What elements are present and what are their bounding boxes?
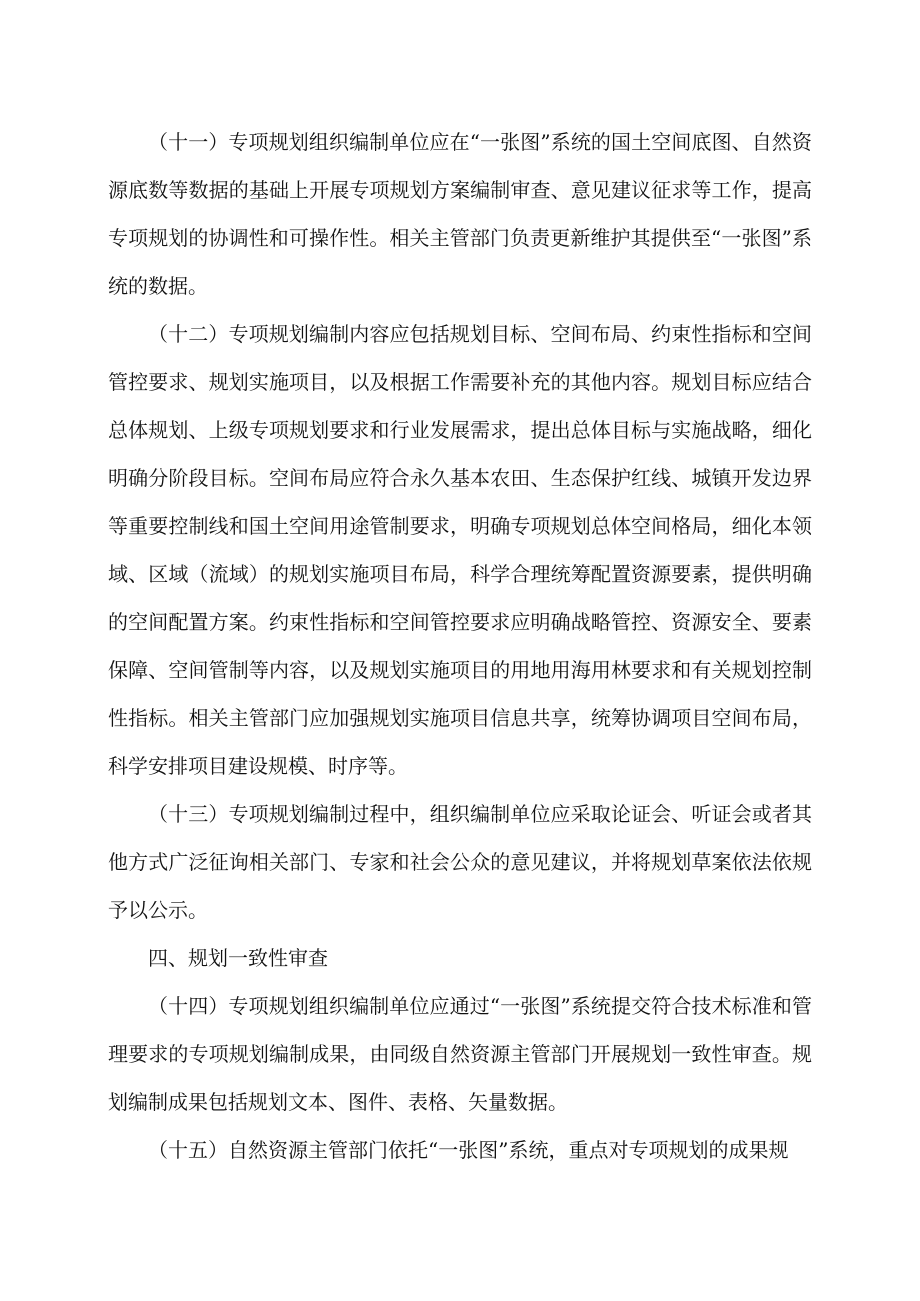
- section-heading: 四、规划一致性审查: [148, 946, 328, 970]
- paragraph-14: （十四）专项规划组织编制单位应通过“一张图”系统提交符合技术标准和管理要求的专项规划编制成果，由同级自然资源主管部门开展规划一致性审查。规划编制成果包括规划文本、图件、表格、矢量数据。: [108, 994, 812, 1114]
- document-body: [108, 118, 812, 1174]
- paragraph-15: （十五）自然资源主管部门依托“一张图”系统，重点对专项规划的成果规: [148, 1138, 789, 1162]
- paragraph-12: （十二）专项规划编制内容应包括规划目标、空间布局、约束性指标和空间管控要求、规划实施项目，以及根据工作需要补充的其他内容。规划目标应结合总体规划、上级专项规划要求和行业发展需求，提出总体目标与实施战略，细化明确分阶段目标。空间布局应符合永久基本农田、生态保护红线、城镇开发边界等重要控制线和国土空间用途管制要求，明确专项规划总体空间格局，细化本领域、区域（流域）的规划实施项目布局，科学合理统筹配置资源要素，提供明确的空间配置方案。约束性指标和空间管控要求应明确战略管控、资源安全、要素保障、空间管制等内容，以及规划实施项目的用地用海用林要求和有关规划控制性指标。相关主管部门应加强规划实施项目信息共享，统筹协调项目空间布局，科学安排项目建设规模、时序等。: [108, 322, 812, 778]
- paragraph-13: （十三）专项规划编制过程中，组织编制单位应采取论证会、听证会或者其他方式广泛征询相关部门、专家和社会公众的意见建议，并将规划草案依法依规予以公示。: [108, 802, 812, 922]
- paragraph-11: （十一）专项规划组织编制单位应在“一张图”系统的国土空间底图、自然资源底数等数据的基础上开展专项规划方案编制审查、意见建议征求等工作，提高专项规划的协调性和可操作性。相关主管部门负责更新维护其提供至“一张图”系统的数据。: [108, 130, 812, 298]
